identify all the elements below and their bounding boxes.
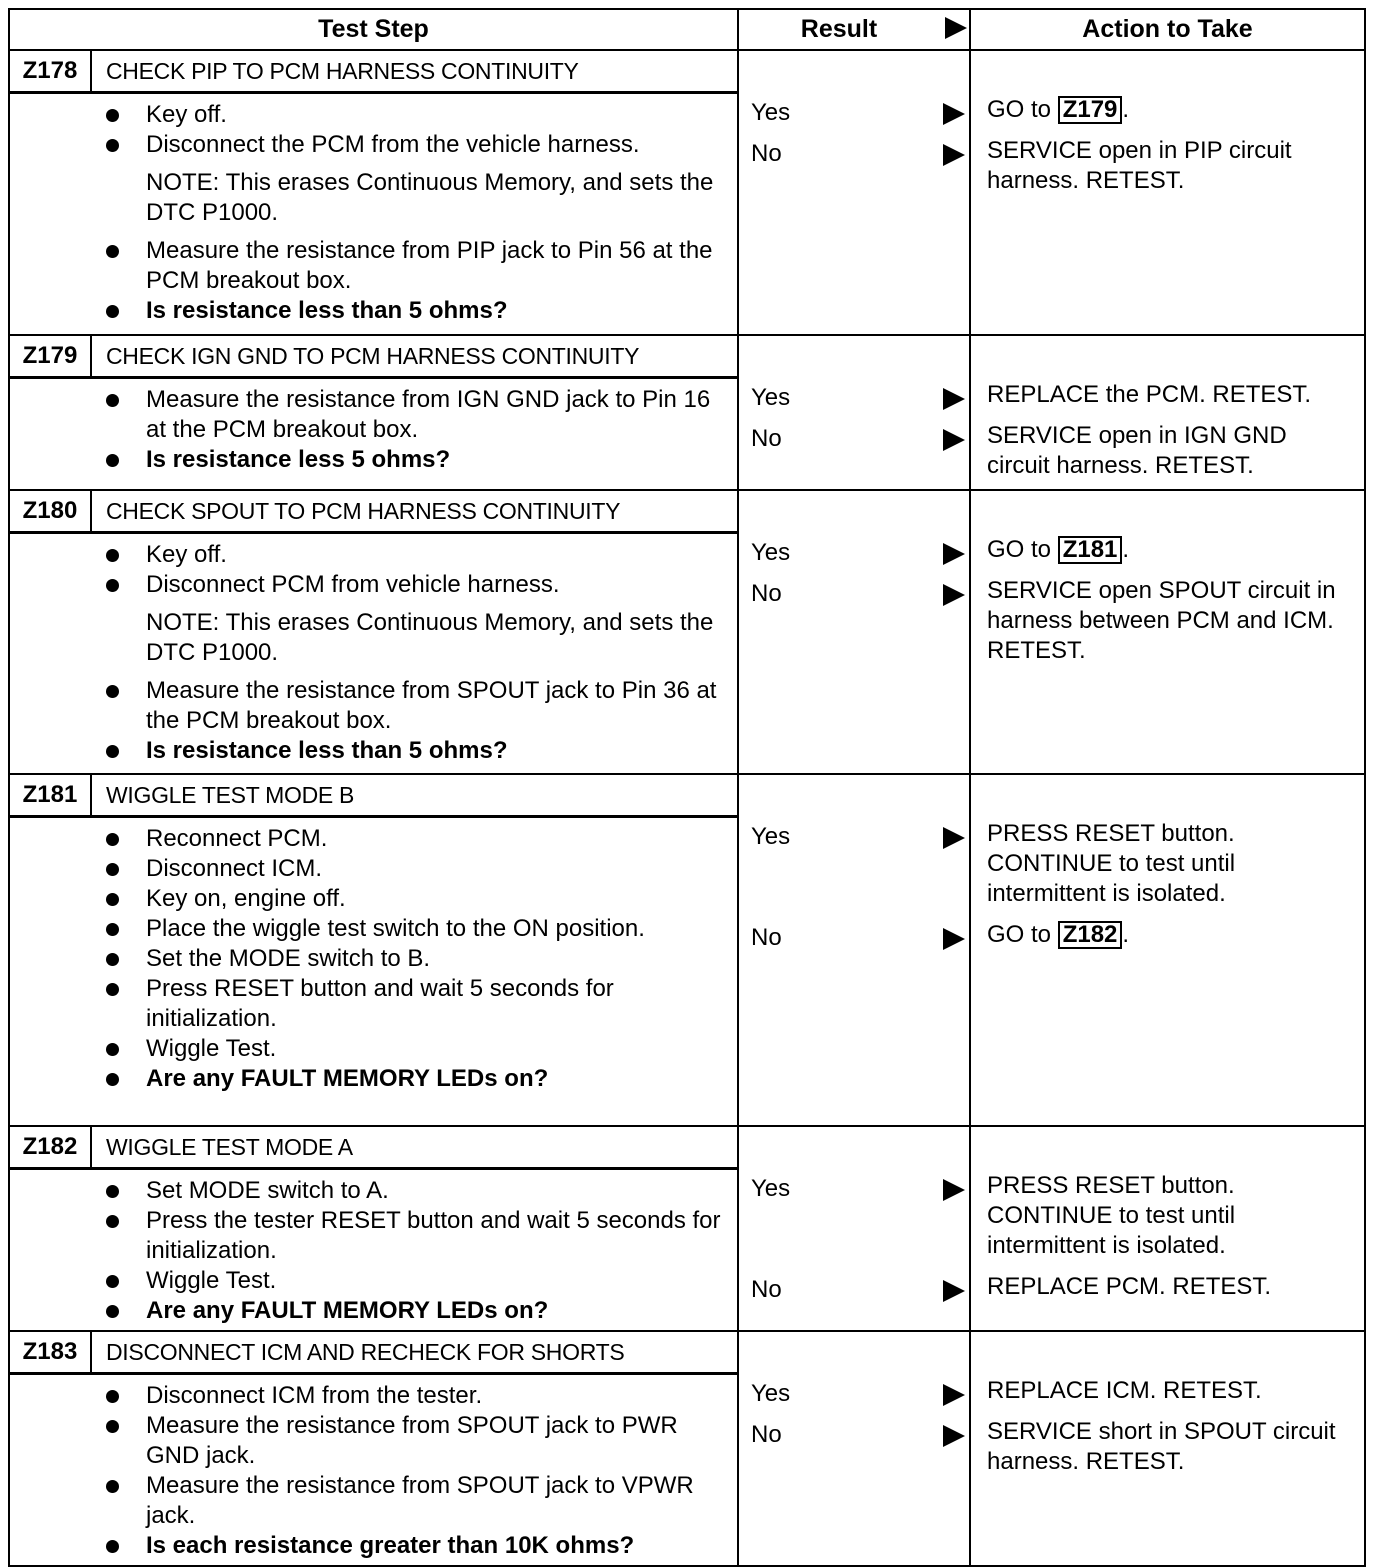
step-question [10, 1064, 737, 1094]
arrow-right-icon [943, 827, 965, 849]
action-text [987, 380, 1354, 410]
step-header [10, 51, 737, 94]
instruction-text: Is resistance less than 5 ohms? [146, 297, 508, 324]
arrow-right-icon [943, 1179, 965, 1201]
step-id: Z182 [10, 1127, 92, 1167]
test-step-row [9, 1331, 1365, 1566]
action-description: SERVICE open SPOUT circuit in harness between PCM and ICM. RETEST. [987, 577, 1336, 664]
action-cell [970, 1126, 1365, 1331]
instruction-text: Measure the resistance from IGN GND jack to Pin 16 at the PCM breakout box. [146, 386, 711, 443]
bullet-icon [106, 1073, 119, 1086]
bullet-icon [106, 953, 119, 966]
step-instruction [10, 974, 737, 1034]
action-cell [970, 490, 1365, 774]
action-text [987, 920, 1354, 950]
bullet-icon [106, 394, 119, 407]
step-header [10, 775, 737, 818]
instruction-text: Press the tester RESET button and wait 5 seconds for initialization. [146, 1207, 721, 1264]
instruction-text: Disconnect PCM from vehicle harness. [146, 571, 560, 598]
action-description: PRESS RESET button. CONTINUE to test until intermittent is isolated. [987, 1172, 1236, 1259]
pinpoint-test-table [8, 8, 1366, 1567]
result-no [751, 924, 969, 954]
bullet-icon [106, 1275, 119, 1288]
step-instructions [10, 1375, 737, 1565]
action-description: REPLACE ICM. RETEST. [987, 1377, 1262, 1404]
step-question [10, 1296, 737, 1326]
arrow-right-icon [943, 1384, 965, 1406]
step-question [10, 296, 737, 326]
bullet-icon [106, 579, 119, 592]
step-instructions [10, 94, 737, 330]
bullet-icon [106, 305, 119, 318]
step-note [10, 160, 737, 236]
bullet-icon [106, 1480, 119, 1493]
instruction-text: Measure the resistance from SPOUT jack to VPWR jack. [146, 1472, 694, 1529]
bullet-icon [106, 1305, 119, 1318]
step-instruction [10, 540, 737, 570]
result-label: No [751, 924, 782, 951]
goto-step-link[interactable]: Z181 [1058, 536, 1123, 564]
result-label: Yes [751, 99, 791, 126]
arrow-right-icon [943, 584, 965, 606]
step-question [10, 1531, 737, 1561]
result-cell [738, 1331, 970, 1566]
instruction-text: Key off. [146, 541, 227, 568]
step-id: Z181 [10, 775, 92, 815]
action-description: SERVICE open in PIP circuit harness. RETEST. [987, 137, 1292, 194]
step-instruction [10, 100, 737, 130]
result-cell [738, 335, 970, 490]
step-instruction [10, 824, 737, 854]
bullet-icon [106, 139, 119, 152]
step-id: Z179 [10, 336, 92, 376]
action-description: REPLACE the PCM. RETEST. [987, 381, 1312, 408]
step-header [10, 1127, 737, 1170]
step-instructions [10, 818, 737, 1098]
step-instruction [10, 1266, 737, 1296]
action-text [987, 535, 1354, 565]
step-note [10, 600, 737, 676]
action-cell [970, 50, 1365, 335]
result-cell [738, 774, 970, 1126]
step-title: DISCONNECT ICM AND RECHECK FOR SHORTS [106, 1338, 625, 1365]
arrow-right-icon [943, 1425, 965, 1447]
result-no [751, 140, 969, 170]
instruction-text: NOTE: This erases Continuous Memory, and sets the DTC P1000. [146, 609, 714, 666]
action-text [987, 1376, 1354, 1406]
result-label: Yes [751, 539, 791, 566]
step-instruction [10, 1381, 737, 1411]
step-instruction [10, 676, 737, 736]
bullet-icon [106, 1540, 119, 1553]
action-cell [970, 335, 1365, 490]
arrow-right-icon [943, 928, 965, 950]
step-id: Z178 [10, 51, 92, 91]
arrow-right-icon [943, 103, 965, 125]
action-text [987, 95, 1354, 125]
test-step-cell [9, 50, 738, 335]
arrow-right-icon [943, 429, 965, 451]
result-label: Yes [751, 384, 791, 411]
step-instructions [10, 534, 737, 770]
test-step-row [9, 774, 1365, 1126]
action-punctuation: . [1122, 96, 1130, 123]
result-no [751, 1421, 969, 1451]
step-title: WIGGLE TEST MODE B [106, 781, 355, 808]
bullet-icon [106, 1043, 119, 1056]
action-cell [970, 1331, 1365, 1566]
instruction-text: Are any FAULT MEMORY LEDs on? [146, 1065, 549, 1092]
instruction-text: Measure the resistance from SPOUT jack to PWR GND jack. [146, 1412, 678, 1469]
result-yes [751, 99, 969, 129]
goto-step-link[interactable]: Z182 [1058, 921, 1123, 949]
step-question [10, 736, 737, 766]
test-step-cell [9, 1331, 738, 1566]
test-step-cell [9, 1126, 738, 1331]
result-yes [751, 1175, 969, 1205]
action-text [987, 136, 1354, 196]
instruction-text: Place the wiggle test switch to the ON position. [146, 915, 645, 942]
result-cell [738, 1126, 970, 1331]
bullet-icon [106, 245, 119, 258]
test-step-row [9, 50, 1365, 335]
action-cell [970, 774, 1365, 1126]
result-label: Yes [751, 1380, 791, 1407]
result-no [751, 425, 969, 455]
bullet-icon [106, 549, 119, 562]
step-header [10, 336, 737, 379]
action-punctuation: . [1122, 921, 1130, 948]
bullet-icon [106, 833, 119, 846]
step-instruction [10, 884, 737, 914]
result-label: Yes [751, 1175, 791, 1202]
diagnostic-table-page [8, 8, 1364, 1558]
step-instruction [10, 1176, 737, 1206]
instruction-text: Set the MODE switch to B. [146, 945, 431, 972]
action-description: GO to [987, 921, 1058, 948]
step-id: Z183 [10, 1332, 92, 1372]
bullet-icon [106, 745, 119, 758]
instruction-text: Measure the resistance from PIP jack to Pin 56 at the PCM breakout box. [146, 237, 713, 294]
result-cell [738, 490, 970, 774]
bullet-icon [106, 454, 119, 467]
result-yes [751, 539, 969, 569]
step-instructions [10, 1170, 737, 1330]
step-instruction [10, 385, 737, 445]
result-yes [751, 823, 969, 853]
step-instruction [10, 914, 737, 944]
result-yes [751, 1380, 969, 1410]
bullet-icon [106, 863, 119, 876]
instruction-text: Are any FAULT MEMORY LEDs on? [146, 1297, 549, 1324]
result-label: No [751, 425, 782, 452]
test-step-row [9, 335, 1365, 490]
step-id: Z180 [10, 491, 92, 531]
step-instructions [10, 379, 737, 479]
action-text [987, 1171, 1354, 1261]
result-no [751, 580, 969, 610]
step-instruction [10, 570, 737, 600]
step-instruction [10, 944, 737, 974]
instruction-text: Measure the resistance from SPOUT jack to Pin 36 at the PCM breakout box. [146, 677, 717, 734]
instruction-text: Wiggle Test. [146, 1035, 277, 1062]
step-header [10, 1332, 737, 1375]
step-header [10, 491, 737, 534]
arrow-right-icon [943, 144, 965, 166]
instruction-text: Key off. [146, 101, 227, 128]
step-instruction [10, 1411, 737, 1471]
bullet-icon [106, 893, 119, 906]
bullet-icon [106, 109, 119, 122]
test-step-cell [9, 335, 738, 490]
action-text [987, 421, 1354, 481]
instruction-text: Reconnect PCM. [146, 825, 328, 852]
bullet-icon [106, 1420, 119, 1433]
instruction-text: Disconnect ICM from the tester. [146, 1382, 483, 1409]
header-test-step: Test Step [9, 9, 738, 50]
step-question [10, 445, 737, 475]
result-no [751, 1276, 969, 1306]
result-label: No [751, 1421, 782, 1448]
action-text [987, 576, 1354, 666]
step-instruction [10, 1206, 737, 1266]
action-description: PRESS RESET button. CONTINUE to test until intermittent is isolated. [987, 820, 1236, 907]
test-step-row [9, 490, 1365, 774]
bullet-icon [106, 1185, 119, 1198]
result-label: No [751, 140, 782, 167]
test-step-row [9, 1126, 1365, 1331]
instruction-text: Disconnect ICM. [146, 855, 323, 882]
instruction-text: Is each resistance greater than 10K ohms? [146, 1532, 635, 1559]
bullet-icon [106, 1390, 119, 1403]
instruction-text: Is resistance less 5 ohms? [146, 446, 451, 473]
arrow-right-icon [945, 17, 967, 39]
instruction-text: Is resistance less than 5 ohms? [146, 737, 508, 764]
result-yes [751, 384, 969, 414]
test-step-cell [9, 490, 738, 774]
result-label: No [751, 1276, 782, 1303]
test-step-cell [9, 774, 738, 1126]
action-text [987, 819, 1354, 909]
step-instruction [10, 1034, 737, 1064]
step-title: CHECK PIP TO PCM HARNESS CONTINUITY [106, 57, 579, 84]
action-description: GO to [987, 536, 1058, 563]
action-description: SERVICE short in SPOUT circuit harness. RETEST. [987, 1418, 1336, 1475]
step-title: WIGGLE TEST MODE A [106, 1133, 353, 1160]
header-action: Action to Take [970, 9, 1365, 50]
action-text [987, 1272, 1354, 1302]
bullet-icon [106, 923, 119, 936]
action-description: REPLACE PCM. RETEST. [987, 1273, 1272, 1300]
step-instruction [10, 236, 737, 296]
step-instruction [10, 130, 737, 160]
step-instruction [10, 1471, 737, 1531]
instruction-text: Wiggle Test. [146, 1267, 277, 1294]
instruction-text: Set MODE switch to A. [146, 1177, 389, 1204]
header-result: Result [738, 9, 970, 50]
action-description: SERVICE open in IGN GND circuit harness. RETEST. [987, 422, 1287, 479]
result-cell [738, 50, 970, 335]
arrow-right-icon [943, 388, 965, 410]
instruction-text: Press RESET button and wait 5 seconds for initialization. [146, 975, 614, 1032]
action-punctuation: . [1122, 536, 1130, 563]
instruction-text: NOTE: This erases Continuous Memory, and sets the DTC P1000. [146, 169, 714, 226]
action-text [987, 1417, 1354, 1477]
header-row [9, 9, 1365, 50]
bullet-icon [106, 1215, 119, 1228]
bullet-icon [106, 983, 119, 996]
arrow-right-icon [943, 1280, 965, 1302]
action-description: GO to [987, 96, 1058, 123]
result-label: Yes [751, 823, 791, 850]
arrow-right-icon [943, 543, 965, 565]
instruction-text: Key on, engine off. [146, 885, 346, 912]
step-instruction [10, 854, 737, 884]
step-title: CHECK SPOUT TO PCM HARNESS CONTINUITY [106, 497, 621, 524]
bullet-icon [106, 685, 119, 698]
result-label: No [751, 580, 782, 607]
goto-step-link[interactable]: Z179 [1058, 96, 1123, 124]
step-title: CHECK IGN GND TO PCM HARNESS CONTINUITY [106, 342, 640, 369]
instruction-text: Disconnect the PCM from the vehicle harness. [146, 131, 640, 158]
